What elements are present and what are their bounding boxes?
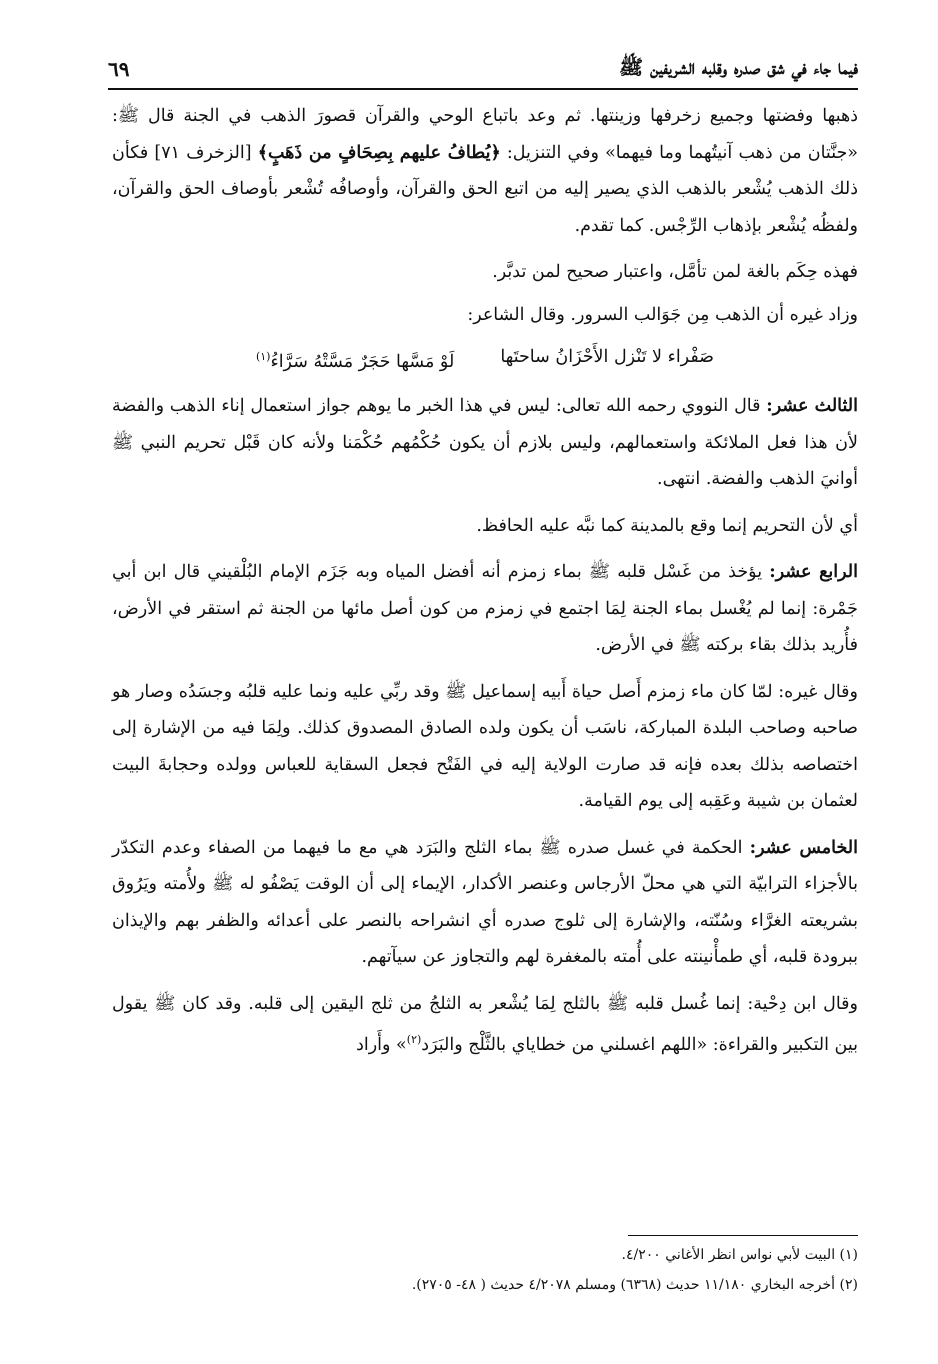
paragraph-text: وقال ابن دِحْية: إنما غُسل قلبه ﷺ بالثلج لِمَا يُشْعر به الثلجُ من ثلج اليقين إلى قلبه. وقد كان ﷺ يقول بين التكبير والقراءة: «اللهم اغسلني من خطاياي بالثَّلْج والبَرَد bbox=[112, 993, 858, 1056]
verse-hemistich-left: لَوْ مَسَّها حَجَرٌ مَسَّتْهُ سَرَّاءُ$^{(١)}$ bbox=[255, 350, 455, 372]
footnote-ref-2: (٢) bbox=[406, 1033, 422, 1047]
paragraph-text: » وأَراد bbox=[356, 1035, 407, 1056]
section-lead: الرابع عشر: bbox=[769, 562, 858, 583]
footnote-1: (١) البيت لأبي نواس انظر الأغاني ٤/٢٠٠. bbox=[621, 1247, 858, 1263]
page-header bbox=[108, 52, 858, 86]
page-number: ٦٩ bbox=[108, 57, 130, 81]
paragraph-ibn-dihya bbox=[112, 986, 858, 1064]
quran-quote: ﴿يُطافُ عليهم بِصِحَافٍ من ذَهَبٍ﴾ bbox=[257, 142, 501, 163]
footnotes bbox=[112, 1240, 858, 1300]
paragraph-fourteenth bbox=[112, 554, 858, 664]
footnote-ref-1: (١) bbox=[255, 350, 271, 363]
paragraph-text: يؤخذ من غَسْل قلبه ﷺ بماء زمزم أنه أفضل المياه وبه جَزَم الإمام البُلْقيني قال ابن أبي جَمْرة: إنما لم يُغْسل بماء الجنة لِمَا اجتمع في زمزم من كون أصل مائها من الجنة ثم استقر في الأرض، فأُريد بذلك بقاء بركته ﷺ في الأرض. bbox=[112, 562, 858, 656]
poem-verse bbox=[112, 339, 858, 380]
paragraph-text: الحكمة في غسل صدره ﷺ بماء الثلج والبَرَد هي مع ما فيهما من الصفاء وعدم التكدّر بالأجزاء الترابيّة التي هي محلّ الأرجاس وعنصر الأكدار، الإيماء إلى أن الوقت يَصْفُو له ﷺ ولأُمته ويَرُوق بشريعته الغرَّاء وسُنّته، والإشارة إلى ثلوج صدره أي انشراحه بالنصر على أعدائه والظفر بهم والإيذان ببرودة قلبه، أي طمأْنينته على أُمته بالمغفرة لهم والتجاوز عن سيآتهم. bbox=[112, 837, 858, 968]
main-text bbox=[112, 98, 858, 1074]
paragraph-text: ذهبها وفضتها وجميع زخرفها وزينتها. ثم وعد باتباع الوحي والقرآن قصورَ الذهب في الجنة قال ﷺ: «جنَّتان من ذهب آنيتُهما وما فيهما» وفي التنزيل: bbox=[112, 106, 858, 163]
paragraph-prohibition-note: أي لأن التحريم إنما وقع بالمدينة كما نبَّه عليه الحافظ. bbox=[476, 515, 858, 536]
footnote-2: (٢) أخرجه البخاري ١١/١٨٠ حديث (٦٣٦٨) ومسلم ٤/٢٠٧٨ حديث ( ٤٨- ٢٧٠٥). bbox=[411, 1277, 858, 1293]
footnote-rule bbox=[628, 1235, 858, 1236]
paragraph-poet-intro: وزاد غيره أن الذهب مِن جَوَالب السرور. وقال الشاعر: bbox=[467, 304, 858, 325]
paragraph-text: قال النووي رحمه الله تعالى: ليس في هذا الخبر ما يوهم جواز استعمال إناء الذهب والفضة لأن هذا فعل الملائكة واستعمالهم، وليس بلازم أن يكون حُكْمُهم حُكْمَنا ولأنه كان قَبْل تحريم النبي ﷺ أوانيَ الذهب والفضة. انتهى. bbox=[112, 396, 858, 490]
section-lead: الثالث عشر: bbox=[766, 396, 858, 417]
paragraph-fifteenth bbox=[112, 830, 858, 976]
verse-hemistich-right: صَفْراء لا تَنْزل الأَحْزَانُ ساحتَها bbox=[500, 347, 715, 367]
section-lead: الخامس عشر: bbox=[749, 837, 858, 858]
paragraph-zamzam: وقال غيره: لمّا كان ماء زمزم أَصل حياة أَبيه إسماعيل ﷺ وقد ربِّي عليه ونما عليه قلبُه وجسَدُه وصار هو صاحبه وصاحب البلدة المباركة، ناسَب أن يكون ولده الصادق المصدوق كذلك. ولِمَا فيه من الإشارة إلى اختصاصه بذلك بعده فإنه قد صارت الولاية إليه في الفَتْح فجعل السقاية للعباس وولده وحجابةَ البيت لعثمان بن شيبة وعَقِبه إلى يوم القيامة. bbox=[112, 681, 858, 812]
header-rule bbox=[108, 88, 858, 90]
paragraph-text: [الزخرف ٧١] فكأن ذلك الذهب يُشْعر بالذهب الذي يصير إليه من اتبع الحق والقرآن، وأوصافُه تُشْعر بأوصاف الحق والقرآن، ولفظُه يُشْعر بإذهاب الرِّجْس. كما تقدم. bbox=[112, 142, 858, 236]
paragraph-wisdom: فهذه حِكَم بالغة لمن تأمَّل، واعتبار صحيح لمن تدبَّر. bbox=[492, 262, 858, 282]
paragraph-gold-meaning bbox=[112, 98, 858, 244]
paragraph-thirteenth bbox=[112, 388, 858, 498]
running-title: فيما جاء في شق صدره وقلبه الشريفين ﷺ bbox=[618, 54, 858, 79]
